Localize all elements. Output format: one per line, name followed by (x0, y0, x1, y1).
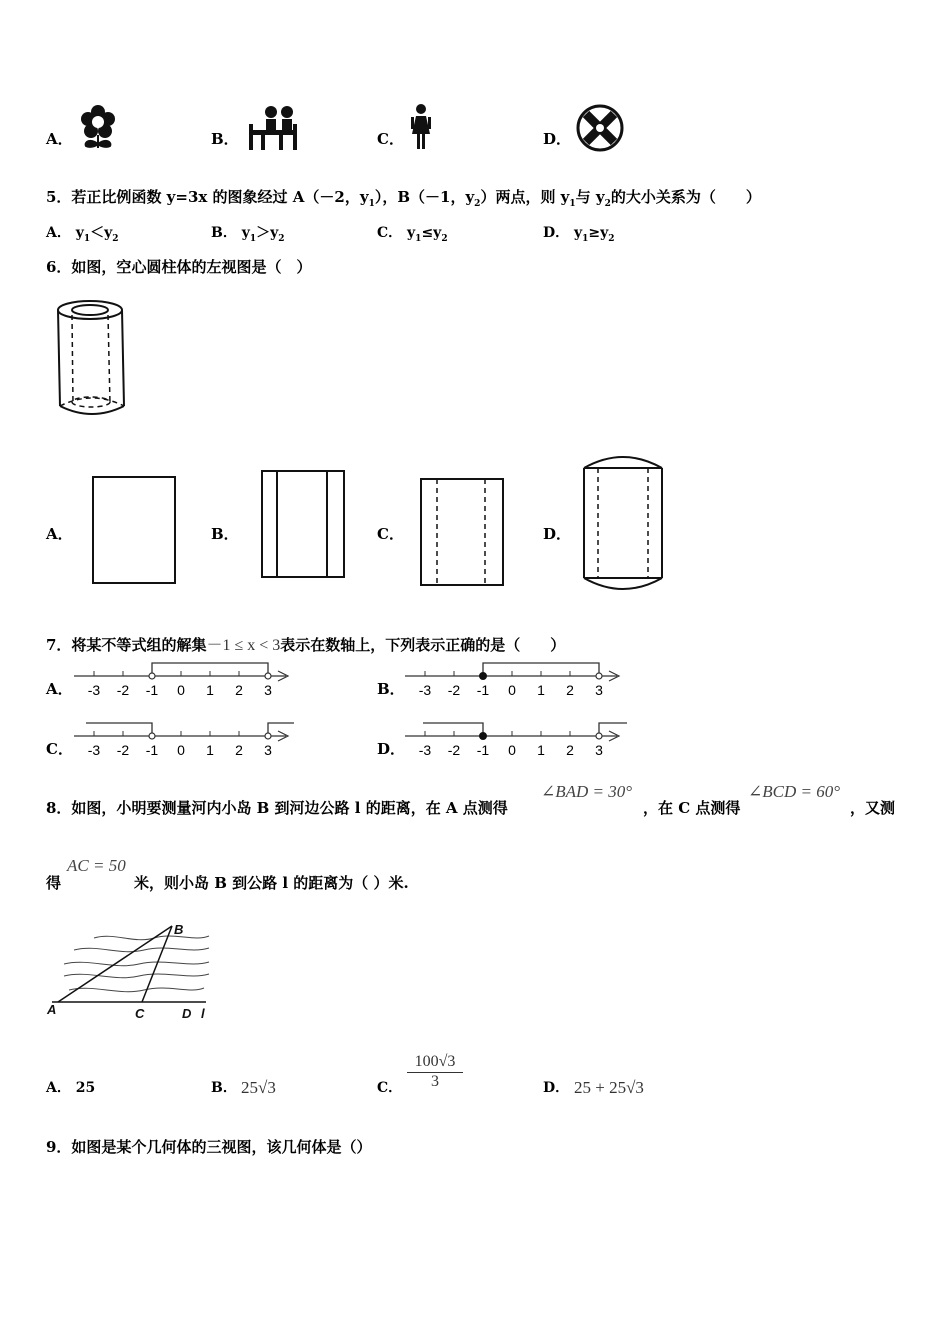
q8-option-a[interactable]: A． 25 (46, 1080, 96, 1096)
q8-stem-line2-pre: 得 (46, 874, 62, 892)
tick-label: -2 (116, 682, 130, 698)
q6-option-b-label[interactable]: B． (211, 525, 239, 543)
q7-option-c-numberline[interactable] (74, 720, 299, 760)
tick-label: 3 (595, 682, 603, 698)
tick-label: 2 (566, 742, 574, 758)
q5-option-d[interactable]: D． $y_1\ge y_2$ (543, 225, 615, 244)
tick-label: 2 (235, 682, 243, 698)
point-a-label: A (47, 1002, 57, 1017)
tick-label: -1 (476, 742, 490, 758)
q7-option-b-numberline[interactable] (405, 660, 625, 700)
tick-label: -3 (87, 682, 101, 698)
tick-label: -2 (447, 682, 461, 698)
tick-label: 3 (264, 742, 272, 758)
tick-label: -2 (447, 742, 461, 758)
tick-label: 0 (508, 682, 516, 698)
tick-label: 0 (177, 742, 185, 758)
flower-icon (76, 102, 120, 152)
q8-option-c-fraction[interactable] (407, 1053, 463, 1091)
ball-icon (576, 104, 624, 152)
fraction-numerator: 100√3 (407, 1053, 463, 1073)
tick-label: 1 (206, 742, 214, 758)
q6-option-d-figure[interactable] (580, 454, 670, 594)
point-c-label: C (135, 1006, 145, 1021)
q7-stem: 7．将某不等式组的解集－1 ≤ x < 3表示在数轴上，下列表示正确的是（ ） (46, 636, 566, 654)
q7-option-b-label[interactable]: B． (377, 680, 405, 698)
tick-label: 1 (537, 682, 545, 698)
point-d-label: D (182, 1006, 192, 1021)
q8-stem-line2-post: 米，则小岛 B 到公路 l 的距离为（ ）米. (134, 874, 409, 892)
tick-label: -3 (418, 742, 432, 758)
line-l-label: l (201, 1006, 205, 1021)
q8-option-d-label[interactable]: D． (543, 1080, 570, 1096)
q8-option-b-value[interactable]: 25√3 (241, 1078, 276, 1097)
tick-label: 3 (264, 682, 272, 698)
q6-option-c-figure[interactable] (418, 476, 508, 590)
people-bench-icon (243, 104, 301, 152)
q4-option-d-label: D． (543, 130, 572, 148)
tick-label: -1 (476, 682, 490, 698)
q7-option-d-label[interactable]: D． (377, 740, 406, 758)
tick-label: 3 (595, 742, 603, 758)
q6-option-c-label[interactable]: C． (377, 525, 404, 543)
q8-ac-length: AC = 50 (67, 856, 126, 875)
point-b-label: B (174, 922, 184, 937)
q6-option-a-figure[interactable] (90, 474, 180, 588)
woman-icon (408, 102, 434, 152)
q8-option-c-label[interactable]: C． (377, 1080, 403, 1096)
tick-label: 0 (508, 742, 516, 758)
q4-option-c-label: C． (377, 130, 404, 148)
tick-label: -1 (145, 682, 159, 698)
q6-stem: 6．如图，空心圆柱体的左视图是（ ） (46, 258, 312, 276)
tick-label: 0 (177, 682, 185, 698)
tick-label: -2 (116, 742, 130, 758)
q8-stem-mid: ，在 C 点测得 (643, 799, 741, 817)
q7-option-d-numberline[interactable] (405, 720, 630, 760)
tick-label: -3 (418, 682, 432, 698)
q4-option-b-label: B． (211, 130, 239, 148)
q8-stem-mid2: ，又测 (850, 799, 896, 817)
q8-stem-line1: 8．如图，小明要测量河内小岛 B 到河边公路 l 的距离，在 A 点测得 (46, 799, 508, 817)
q8-option-d-value[interactable]: 25 + 25√3 (574, 1078, 644, 1097)
tick-label: 2 (235, 742, 243, 758)
q6-option-b-figure[interactable] (259, 468, 349, 580)
q9-stem: 9．如图是某个几何体的三视图，该几何体是（） (46, 1138, 372, 1156)
tick-label: 1 (206, 682, 214, 698)
fraction-denominator: 3 (431, 1073, 439, 1090)
q7-option-a-label[interactable]: A． (46, 680, 73, 698)
q7-option-a-numberline[interactable] (74, 660, 294, 700)
q8-angle-bad: ∠BAD = 30° (541, 782, 633, 801)
q8-option-b-label[interactable]: B． (211, 1080, 237, 1096)
q7-option-c-label[interactable]: C． (46, 740, 73, 758)
tick-label: 2 (566, 682, 574, 698)
tick-label: 1 (537, 742, 545, 758)
q8-river-figure (44, 918, 224, 1023)
q6-option-a-label[interactable]: A． (46, 525, 73, 543)
q6-option-d-label[interactable]: D． (543, 525, 572, 543)
q5-option-a[interactable]: A． $y_1<y_2$ (46, 225, 119, 244)
q5-option-b[interactable]: B． $y_1>y_2$ (211, 225, 285, 244)
q5-stem: 5．若正比例函数 y=3x 的图象经过 A（－2，$y_1$），B（－1，$y_2$）两点，则 $y_1$与 $y_2$的大小关系为（ ） (46, 188, 761, 209)
hollow-cylinder-figure (52, 298, 134, 418)
q4-option-a-label: A． (46, 130, 73, 148)
tick-label: -1 (145, 742, 159, 758)
q5-option-c[interactable]: C． $y_1\le y_2$ (377, 225, 448, 244)
q8-angle-bcd: ∠BCD = 60° (748, 782, 841, 801)
tick-label: -3 (87, 742, 101, 758)
